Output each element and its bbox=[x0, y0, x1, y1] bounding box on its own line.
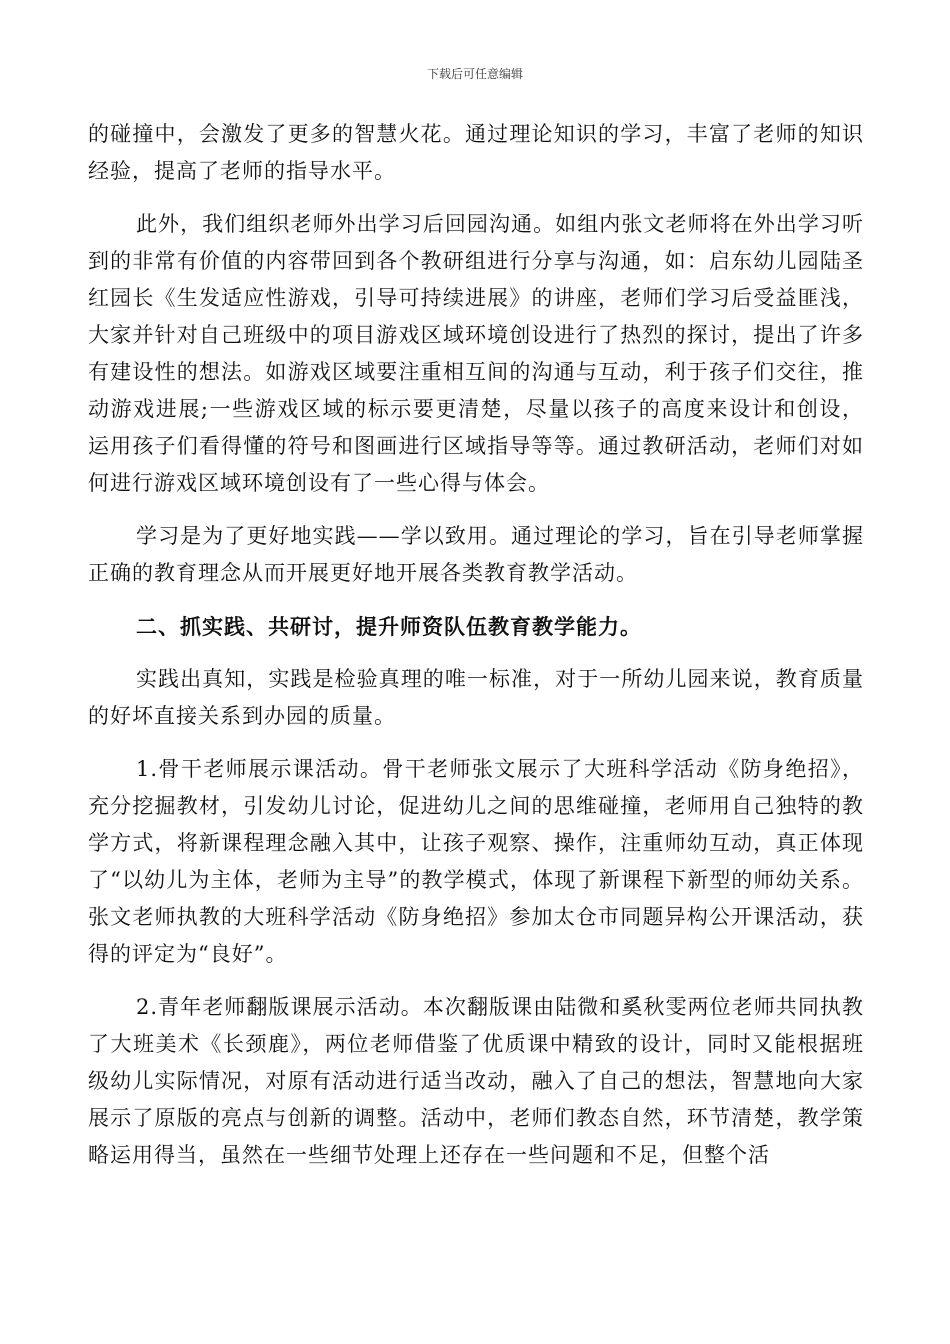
paragraph-practice-intro: 实践出真知，实践是检验真理的唯一标准，对于一所幼儿园来说，教育质量的好坏直接关系到办园的质量。 bbox=[88, 667, 864, 728]
paragraph-item-2: 2.青年老师翻版课展示活动。本次翻版课由陆微和奚秋雯两位老师共同执教了大班美术《长颈鹿》，两位老师借鉴了优质课中精致的设计，同时又能根据班级幼儿实际情况，对原有活动进行适当改动，融入了自己的想法，智慧地向大家展示了原版的亮点与创新的调整。活动中，老师们教态自然，环节清楚，教学策略运用得当，虽然在一些细节处理上还存在一些问题和不足，但整个活 bbox=[88, 995, 864, 1167]
section-heading: 二、抓实践、共研讨，提升师资队伍教育教学能力。 bbox=[136, 614, 642, 639]
paragraph-continuation: 的碰撞中，会激发了更多的智慧火花。通过理论知识的学习，丰富了老师的知识经验，提高了老师的指导水平。 bbox=[88, 122, 864, 183]
paragraph-external-learning: 此外，我们组织老师外出学习后回园沟通。如组内张文老师将在外出学习听到的非常有价值的内容带回到各个教研组进行分享与沟通，如：启东幼儿园陆圣红园长《生发适应性游戏，引导可持续进展》的讲座，老师们学习后受益匪浅，大家并针对自己班级中的项目游戏区域环境创设进行了热烈的探讨，提出了许多有建设性的想法。如游戏区域要注重相互间的沟通与互动，利于孩子们交往，推动游戏进展;一些游戏区域的标示要更清楚，尽量以孩子的高度来设计和创设，运用孩子们看得懂的符号和图画进行区域指导等等。通过教研活动，老师们对如何进行游戏区域环境创设有了一些心得与体会。 bbox=[88, 212, 864, 495]
paragraph-learning-practice: 学习是为了更好地实践——学以致用。通过理论的学习，旨在引导老师掌握正确的教育理念从而开展更好地开展各类教育教学活动。 bbox=[88, 524, 864, 585]
paragraph-item-1: 1.骨干老师展示课活动。骨干老师张文展示了大班科学活动《防身绝招》，充分挖掘教材，引发幼儿讨论，促进幼儿之间的思维碰撞，老师用自己独特的教学方式，将新课程理念融入其中，让孩子观察、操作，注重师幼互动，真正体现了“以幼儿为主体，老师为主导”的教学模式，体现了新课程下新型的师幼关系。张文老师执教的大班科学活动《防身绝招》参加太仓市同题异构公开课活动，获得的评定为“良好”。 bbox=[88, 757, 864, 966]
page-header: 下载后可任意编辑 bbox=[426, 67, 523, 81]
document-body bbox=[88, 116, 864, 1190]
